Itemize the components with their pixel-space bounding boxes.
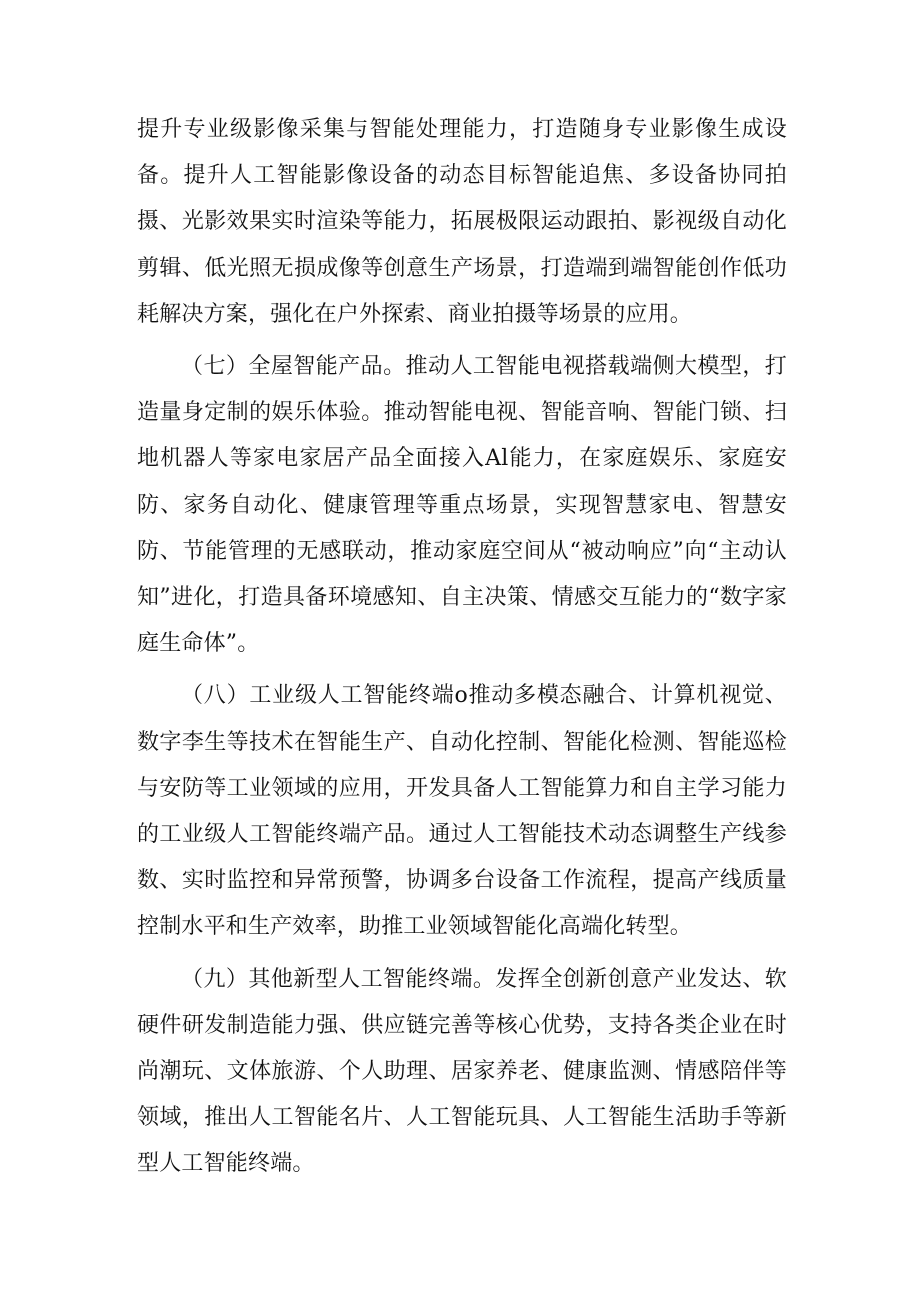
paragraph-section-8: （八）工业级人工智能终端o推动多模态融合、计算机视觉、数字李生等技术在智能生产、自动化控制、智能化检测、智能巡检与安防等工业领域的应用，开发具备人工智能算力和自主学习能力的工业级人工智能终端产品。通过人工智能技术动态调整生产线参数、实时监控和异常预警，协调多台设备工作流程，提高产线质量控制水平和生产效率，助推工业领域智能化高端化转型。 (137, 683, 787, 940)
paragraph-section-9: （九）其他新型人工智能终端。发挥全创新创意产业发达、软硬件研发制造能力强、供应链完善等核心优势，支持各类企业在时尚潮玩、文体旅游、个人助理、居家养老、健康监测、情感陪伴等领域，推出人工智能名片、人工智能玩具、人工智能生活助手等新型人工智能终端。 (137, 966, 787, 1177)
document-body (137, 107, 787, 1194)
paragraph-continuation: 提升专业级影像采集与智能处理能力，打造随身专业影像生成设备。提升人工智能影像设备的动态目标智能追焦、多设备协同拍摄、光影效果实时渲染等能力，拓展极限运动跟拍、影视级自动化剪辑、低光照无损成像等创意生产场景，打造端到端智能创作低功耗解决方案，强化在户外探索、商业拍摄等场景的应用。 (137, 117, 787, 327)
paragraph-section-7: （七）全屋智能产品。推动人工智能电视搭载端侧大模型，打造量身定制的娱乐体验。推动智能电视、智能音响、智能门锁、扫地机器人等家电家居产品全面接入Al能力，在家庭娱乐、家庭安防、家务自动化、健康管理等重点场景，实现智慧家电、智慧安防、节能管理的无感联动，推动家庭空间从“被动响应”向“主动认知”进化，打造具备环境感知、自主决策、情感交互能力的“数字家庭生命体”。 (137, 354, 787, 657)
